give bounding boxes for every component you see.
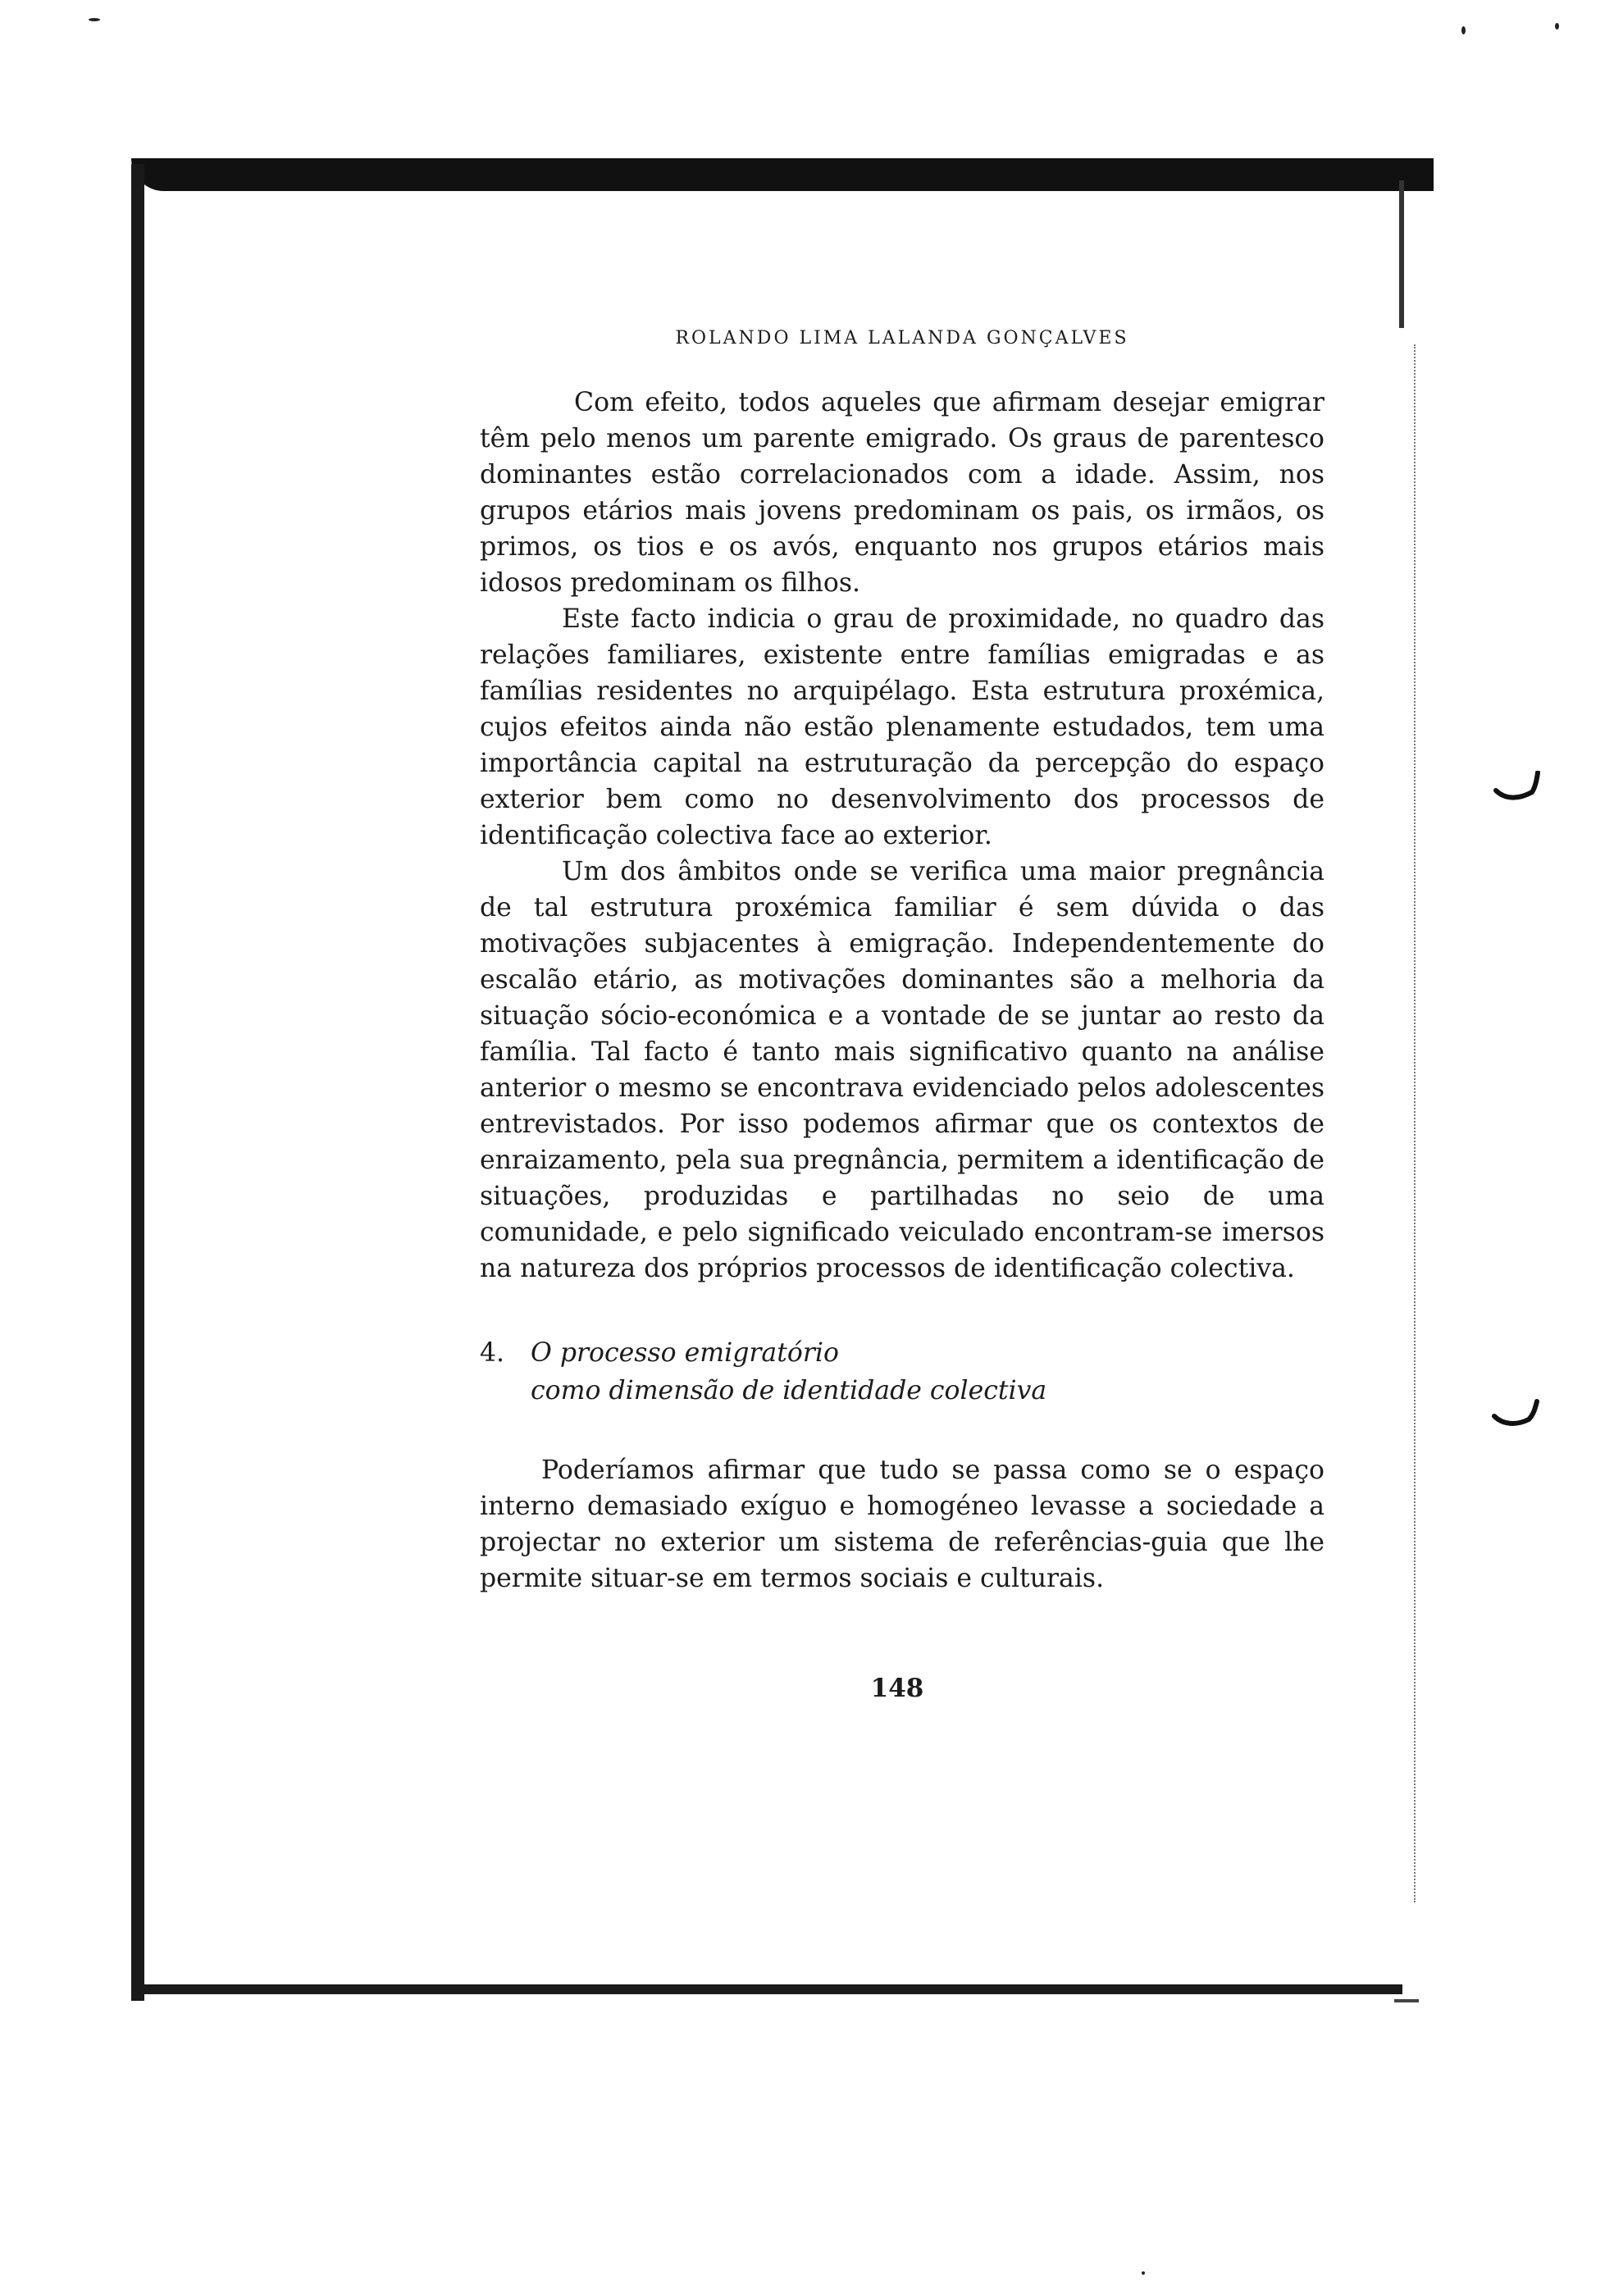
section-body-text [480,1452,1324,1597]
scan-speck [1555,23,1559,30]
scan-speck [1142,2271,1145,2275]
margin-tick-mark-icon [1493,771,1542,804]
running-head: ROLANDO LIMA LALANDA GONÇALVES [675,328,1129,348]
scan-edge-bottom-fade [1394,1999,1419,2002]
body-text [480,385,1324,1287]
scan-edge-bottom [131,1984,1402,1994]
scan-edge-left [131,164,144,2001]
section-title-line: O processo emigratório [531,1338,839,1368]
scan-speck [1461,26,1466,34]
paragraph: Com efeito, todos aqueles que afirmam desejar emigrar têm pelo menos um parente emigrado. Os graus de parentesco dominantes estão correlacionados com a idade. Assim, nos grupos etários mais jovens predominam os pais, os irmãos, os primos, os tios e os avós, enquanto nos grupos etários mais idosos predominam os filhos. [480,388,1324,598]
scan-edge-top [131,158,1434,191]
scan-edge-right-dots [1414,344,1417,1902]
scan-edge-right [1399,180,1404,328]
paragraph: Este facto indicia o grau de proximidade, no quadro das relações familiares, existente entre famílias emigradas e as famílias residentes no arquipélago. Esta estrutura proxémica, cujos efeitos ainda não estão plenamente estudados, tem uma importância capital na estruturação da percepção do espaço exterior bem como no desenvolvimento dos processos de identificação colectiva face ao exterior. [480,604,1324,850]
section-number: 4. [480,1338,505,1368]
paragraph: Poderíamos afirmar que tudo se passa como se o espaço interno demasiado exíguo e homogéneo levasse a sociedade a projectar no exterior um sistema de referências-guia que lhe permite situar-se em termos sociais e culturais. [480,1456,1324,1593]
section-title-line: como dimensão de identidade colectiva [531,1376,1047,1405]
scan-speck [89,18,100,21]
margin-tick-mark-icon [1491,1398,1540,1431]
section-heading [480,1334,1324,1410]
page-number: 148 [870,1674,924,1703]
paragraph: Um dos âmbitos onde se verifica uma maior pregnância de tal estrutura proxémica familiar é sem dúvida o das motivações subjacentes à emigração. Independentemente do escalão etário, as motivações dominantes são a melhoria da situação sócio-económica e a vontade de se juntar ao resto da família. Tal facto é tanto mais significativo quanto na análise anterior o mesmo se encontrava evidenciado pelos adolescentes entrevistados. Por isso podemos afirmar que os contextos de enraizamento, pela sua pregnância, permitem a identificação de situações, produzidas e partilhadas no seio de uma comunidade, e pelo significado veiculado encontram-se imersos na natureza dos próprios processos de identificação colectiva. [480,857,1324,1283]
book-page [480,328,1324,1703]
section-title [531,1334,1046,1410]
